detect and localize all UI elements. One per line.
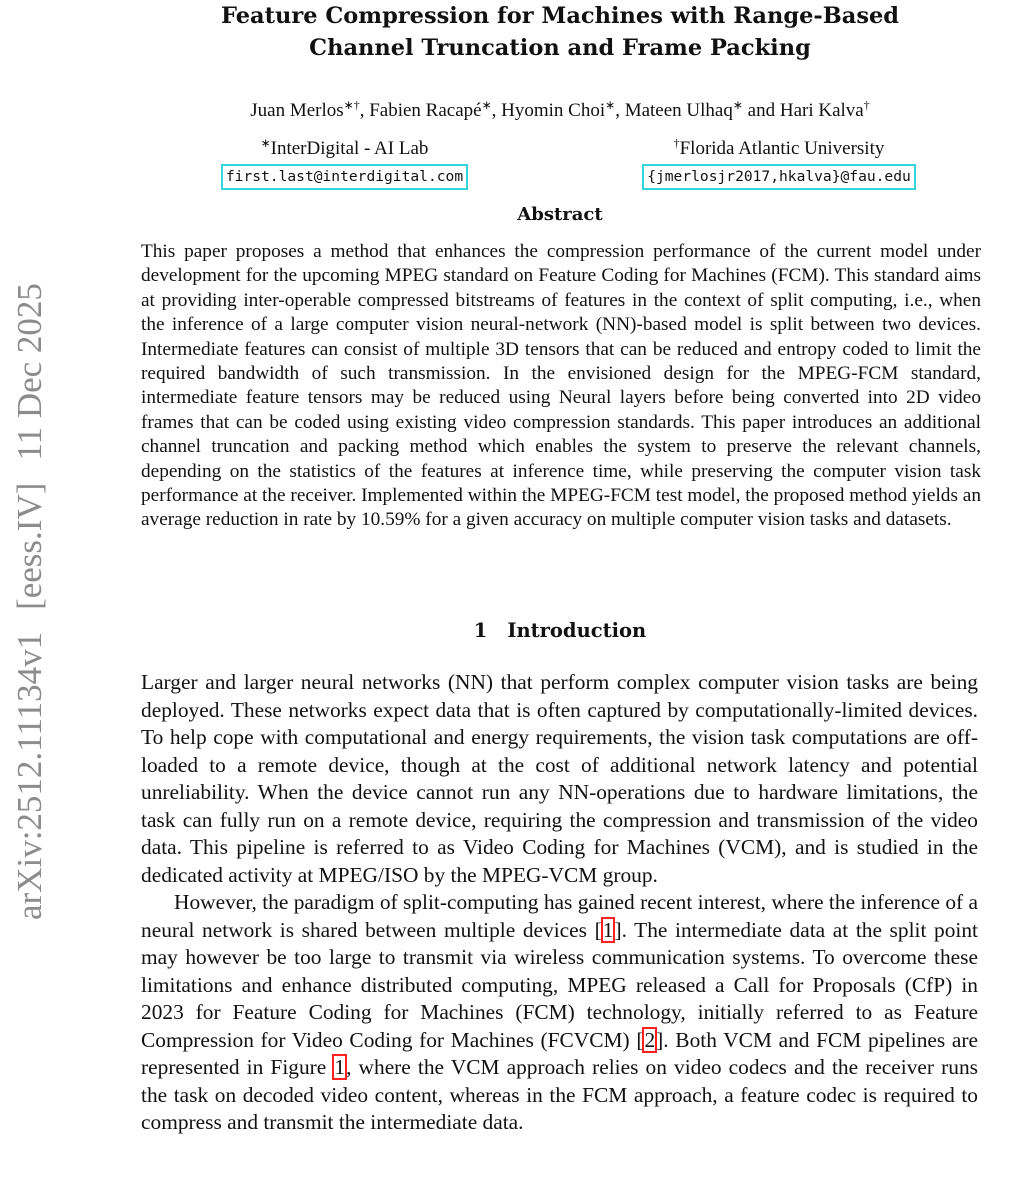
citation-link[interactable]: 2 [644, 1027, 656, 1052]
paper-title [110, 0, 1010, 64]
affiliation-name: Florida Atlantic University [679, 138, 885, 159]
arxiv-category: [eess.IV] [10, 482, 49, 610]
author-affiliation-mark: ∗† [343, 98, 360, 112]
paragraph: Larger and larger neural networks (NN) that perform complex computer vision tasks are being deployed. These networks expect data that is often captured by computationally-limited devices. To help cope with computational and energy requirements, the vision task computations are off-loaded to a remote device, though at the cost of additional network latency and potential unreliability. When the device cannot run any NN-operations due to hardware limitations, the task can fully run on a remote device, requiring the compression and transmission of the video data. This pipeline is referred to as Video Coding for Machines (VCM), and is studied in the dedicated activity at MPEG/ISO by the MPEG-VCM group. [141, 670, 978, 887]
title-line-2: Channel Truncation and Frame Packing [309, 35, 811, 61]
affiliation-mark: ∗ [260, 136, 271, 150]
author-affiliation-mark: ∗ [732, 98, 743, 112]
affiliation-interdigital [192, 137, 497, 190]
paragraph: However, the paradigm of split-computing has gained recent interest, where the inference of a neural network is shared between multiple devices [1]. The intermediate data at the split point may however be too large to transmit via wireless communication systems. To overcome these limitations and enhance distributed computing, MPEG released a Call for Proposals (CfP) in 2023 for Feature Coding for Machines (FCM) technology, initially referred to as Feature Compression for Video Coding for Machines (FCVCM) [2]. Both VCM and FCM pipelines are represented in Figure 1, where the VCM approach relies on video codecs and the receiver runs the task on decoded video content, whereas in the FCM approach, a feature codec is required to compress and transmit the intermediate data. [141, 890, 978, 1134]
abstract-heading: Abstract [517, 204, 603, 225]
author-list: Juan Merlos∗†, Fabien Racapé∗, Hyomin Choi∗, Mateen Ulhaq∗ and Hari Kalva† [250, 98, 870, 121]
arxiv-date: 11 Dec 2025 [10, 283, 49, 461]
author-affiliation-mark: † [863, 98, 870, 112]
affiliation-fau [608, 137, 950, 190]
paragraph-text: . The intermediate data at the split point may however be too large to transmit via wireless communication systems. To overcome these limitations and enhance distributed computing, MPEG released a Call for Proposals (CfP) in 2023 for Feature Coding for Machines (FCM) technology, initially referred to as Feature Compression for Video Coding for Machines (FCVCM) [141, 917, 978, 1052]
author-name: Juan Merlos [250, 100, 344, 121]
figure-reference-link[interactable]: 1 [334, 1055, 346, 1079]
citation-link[interactable]: 1 [602, 917, 614, 942]
email-link-fau[interactable]: {jmerlosjr2017,hkalva}@fau.edu [642, 164, 916, 190]
paragraph-text: . Both VCM and FCM pipelines are represented in Figure [141, 1027, 978, 1079]
author-affiliation-mark: ∗ [605, 98, 616, 112]
title-line-1: Feature Compression for Machines with Range-Based [220, 3, 900, 29]
author-name: Mateen Ulhaq [624, 100, 733, 121]
paragraph-text: , where the VCM approach relies on video codecs and the receiver runs the task on decoded video content, whereas in the FCM approach, a feature codec is required to compress and transmit the intermediate data. [141, 1055, 978, 1134]
affiliation-name: InterDigital - AI Lab [270, 138, 429, 159]
section-number: 1 [473, 619, 488, 642]
author-affiliation-mark: ∗ [481, 98, 492, 112]
author-name: Hyomin Choi [501, 100, 606, 121]
arxiv-sidebar-stamp [6, 220, 54, 920]
author-name: Fabien Racapé [369, 100, 482, 121]
paragraph-text: However, the paradigm of split-computing has gained recent interest, where the inference of a neural network is shared between multiple devices [141, 890, 978, 942]
section-heading-introduction [110, 617, 1010, 645]
author-name: Hari Kalva [779, 100, 864, 121]
email-link-interdigital[interactable]: first.last@interdigital.com [221, 164, 468, 190]
affiliation-mark: † [673, 136, 680, 150]
introduction-body [141, 669, 978, 1137]
abstract-text: This paper proposes a method that enhances the compression performance of the current model under development for the upcoming MPEG standard on Feature Coding for Machines (FCM). This standard aims at providing inter-operable compressed bitstreams of features in the context of split computing, i.e., when the inference of a large computer vision neural-network (NN)-based model is split between two devices. Intermediate features can consist of multiple 3D tensors that can be reduced and entropy coded to limit the required bandwidth of such transmission. In the envisioned design for the MPEG-FCM standard, intermediate feature tensors may be reduced using Neural layers before being converted into 2D video frames that can be coded using existing video compression standards. This paper introduces an additional channel truncation and packing method which enables the system to preserve the relevant channels, depending on the statistics of the features at inference time, while preserving the computer vision task performance at the receiver. Implemented within the MPEG-FCM test model, the proposed method yields an average reduction in rate by 10.59% for a given accuracy on multiple computer vision tasks and datasets. [141, 241, 981, 531]
author-conjunction: and [747, 100, 776, 121]
section-title: Introduction [507, 619, 647, 642]
arxiv-id: arXiv:2512.11134v1 [10, 631, 49, 920]
